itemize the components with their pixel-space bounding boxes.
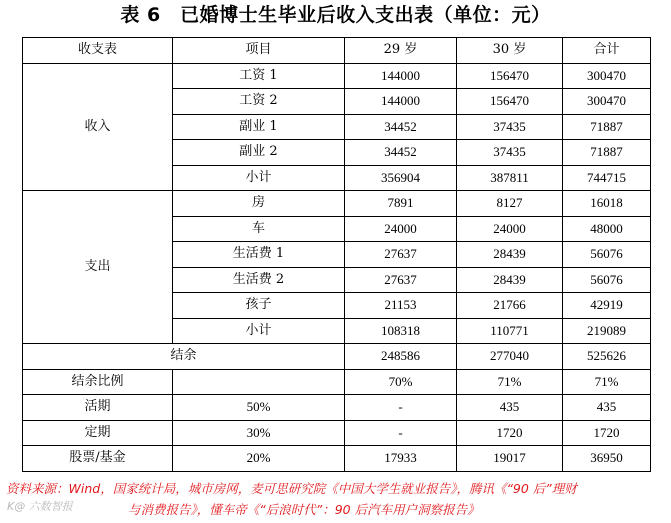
item-cell: 生活费 1 xyxy=(173,242,345,268)
item-cell: 小计 xyxy=(173,165,345,191)
value-cell: 277040 xyxy=(457,344,563,370)
source-line-1: 资料来源：Wind，国家统计局，城市房网，麦可思研究院《中国大学生就业报告》，腾讯《“90 后”理财 xyxy=(6,481,577,496)
value-cell: 19017 xyxy=(457,446,563,472)
item-cell: 小计 xyxy=(173,318,345,344)
value-cell: 24000 xyxy=(345,216,457,242)
total-cell: 71887 xyxy=(563,140,651,166)
alloc-label: 活期 xyxy=(23,395,173,421)
total-cell: 525626 xyxy=(563,344,651,370)
empty-cell xyxy=(173,369,345,395)
alloc-percent: 30% xyxy=(173,420,345,446)
watermark: K@ 六数智报 xyxy=(7,500,73,513)
header-cell: 30 岁 xyxy=(457,38,563,64)
header-cell: 项目 xyxy=(173,38,345,64)
total-cell: 300470 xyxy=(563,63,651,89)
expense-group-label: 支出 xyxy=(23,191,173,344)
total-cell: 36950 xyxy=(563,446,651,472)
value-cell: 110771 xyxy=(457,318,563,344)
value-cell: 21153 xyxy=(345,293,457,319)
value-cell: 34452 xyxy=(345,114,457,140)
alloc-label: 股票/基金 xyxy=(23,446,173,472)
value-cell: 28439 xyxy=(457,242,563,268)
ratio-row xyxy=(23,369,651,395)
value-cell: 27637 xyxy=(345,267,457,293)
income-expense-table xyxy=(22,37,651,472)
surplus-row xyxy=(23,344,651,370)
ratio-label: 结余比例 xyxy=(23,369,173,395)
total-cell: 1720 xyxy=(563,420,651,446)
value-cell: 144000 xyxy=(345,89,457,115)
value-cell: 21766 xyxy=(457,293,563,319)
source-note xyxy=(6,478,666,520)
alloc-percent: 20% xyxy=(173,446,345,472)
value-cell: 8127 xyxy=(457,191,563,217)
table-row xyxy=(23,63,651,89)
total-cell: 56076 xyxy=(563,242,651,268)
total-cell: 744715 xyxy=(563,165,651,191)
value-cell: 248586 xyxy=(345,344,457,370)
total-cell: 300470 xyxy=(563,89,651,115)
value-cell: - xyxy=(345,395,457,421)
total-cell: 219089 xyxy=(563,318,651,344)
value-cell: 435 xyxy=(457,395,563,421)
item-cell: 副业 2 xyxy=(173,140,345,166)
item-cell: 车 xyxy=(173,216,345,242)
total-cell: 42919 xyxy=(563,293,651,319)
item-cell: 工资 2 xyxy=(173,89,345,115)
value-cell: 156470 xyxy=(457,63,563,89)
header-cell: 29 岁 xyxy=(345,38,457,64)
value-cell: 27637 xyxy=(345,242,457,268)
item-cell: 房 xyxy=(173,191,345,217)
value-cell: 356904 xyxy=(345,165,457,191)
value-cell: 1720 xyxy=(457,420,563,446)
item-cell: 生活费 2 xyxy=(173,267,345,293)
value-cell: 24000 xyxy=(457,216,563,242)
table-row xyxy=(23,395,651,421)
item-cell: 副业 1 xyxy=(173,114,345,140)
value-cell: 17933 xyxy=(345,446,457,472)
table-row xyxy=(23,191,651,217)
value-cell: 7891 xyxy=(345,191,457,217)
value-cell: 144000 xyxy=(345,63,457,89)
value-cell: 156470 xyxy=(457,89,563,115)
header-cell: 合计 xyxy=(563,38,651,64)
source-line-2: 与消费报告》，懂车帝《“后浪时代”：90 后汽车用户洞察报告》 xyxy=(128,502,480,517)
total-cell: 56076 xyxy=(563,267,651,293)
item-cell: 孩子 xyxy=(173,293,345,319)
table-title: 表 6 已婚博士生毕业后收入支出表（单位：元） xyxy=(120,4,551,26)
header-cell: 收支表 xyxy=(23,38,173,64)
total-cell: 16018 xyxy=(563,191,651,217)
total-cell: 435 xyxy=(563,395,651,421)
total-cell: 48000 xyxy=(563,216,651,242)
item-cell: 工资 1 xyxy=(173,63,345,89)
table-row xyxy=(23,446,651,472)
value-cell: 37435 xyxy=(457,114,563,140)
total-cell: 71887 xyxy=(563,114,651,140)
alloc-percent: 50% xyxy=(173,395,345,421)
value-cell: - xyxy=(345,420,457,446)
value-cell: 70% xyxy=(345,369,457,395)
value-cell: 34452 xyxy=(345,140,457,166)
value-cell: 108318 xyxy=(345,318,457,344)
value-cell: 28439 xyxy=(457,267,563,293)
value-cell: 387811 xyxy=(457,165,563,191)
header-row xyxy=(23,38,651,64)
table-row xyxy=(23,420,651,446)
value-cell: 71% xyxy=(457,369,563,395)
alloc-label: 定期 xyxy=(23,420,173,446)
value-cell: 37435 xyxy=(457,140,563,166)
income-group-label: 收入 xyxy=(23,63,173,191)
total-cell: 71% xyxy=(563,369,651,395)
surplus-label: 结余 xyxy=(23,344,345,370)
